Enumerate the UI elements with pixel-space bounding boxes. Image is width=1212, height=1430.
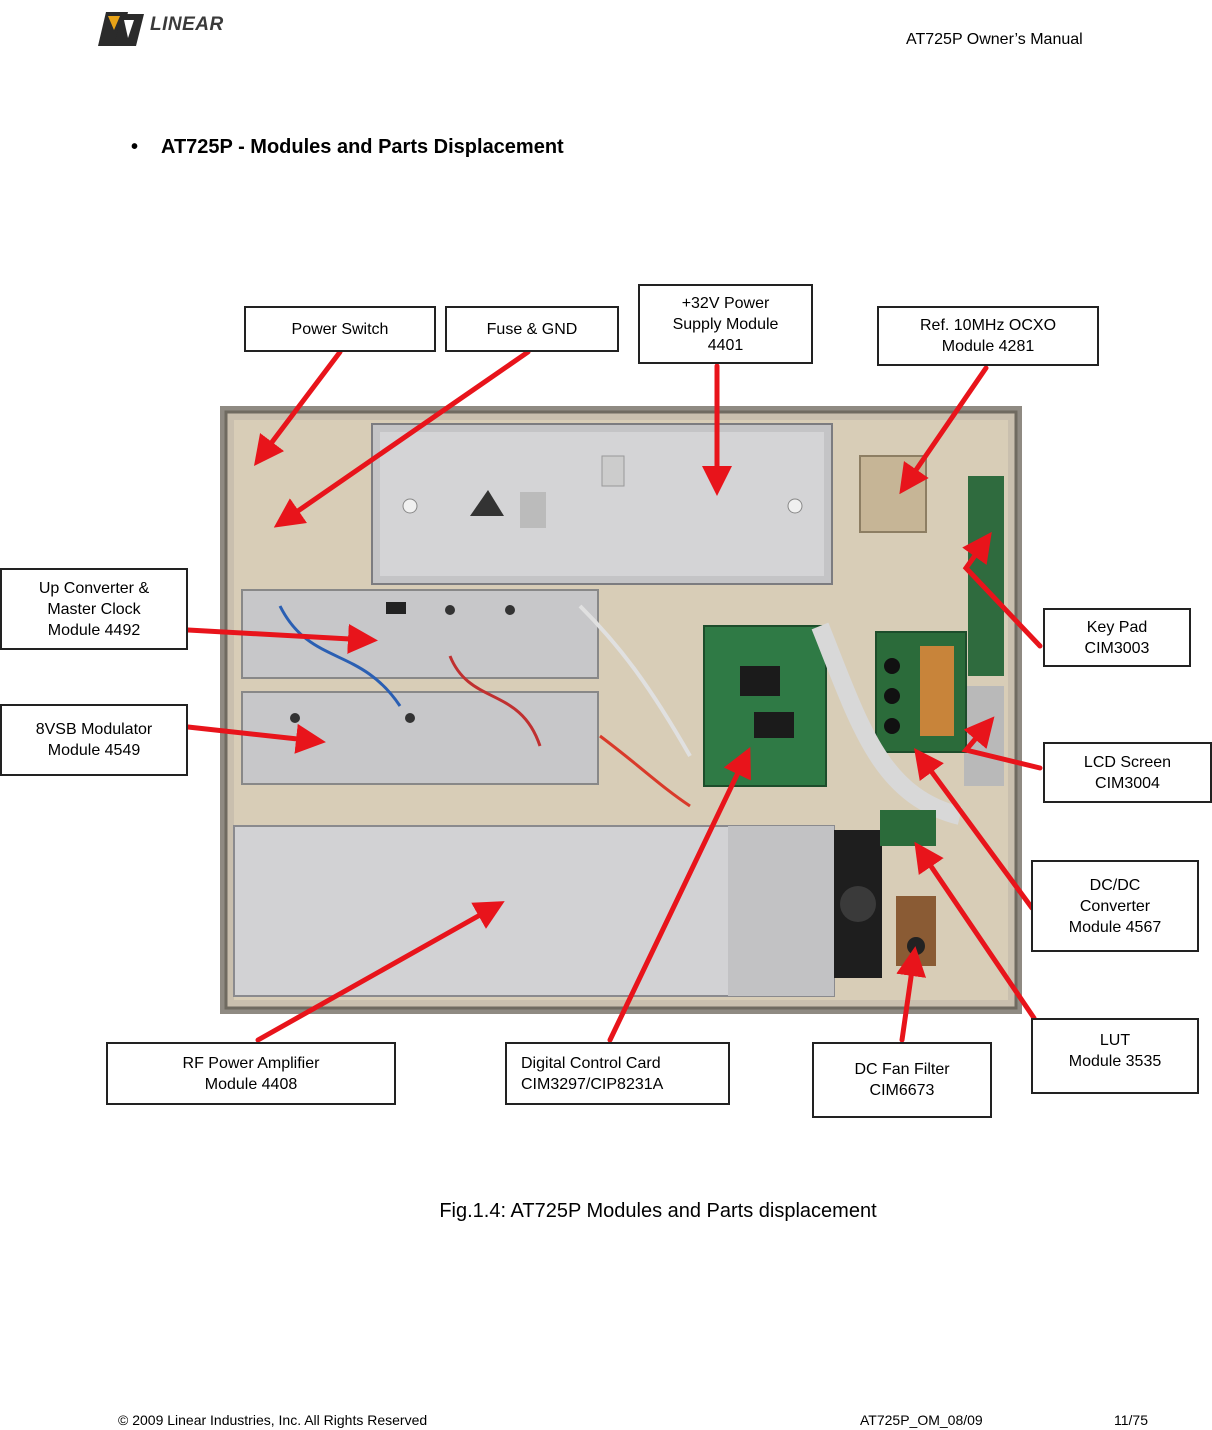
section-heading (131, 136, 564, 159)
equipment-photo (220, 406, 1022, 1014)
label-rf-amplifier: RF Power Amplifier Module 4408 (106, 1042, 396, 1105)
label-ocxo: Ref. 10MHz OCXO Module 4281 (877, 306, 1099, 366)
label-lcd-screen: LCD Screen CIM3004 (1043, 742, 1212, 803)
figure-caption: Fig.1.4: AT725P Modules and Parts displacement (439, 1200, 877, 1222)
label-modulator: 8VSB Modulator Module 4549 (0, 704, 188, 776)
footer-page-number: 11/75 (1114, 1412, 1148, 1428)
section-heading-text: AT725P - Modules and Parts Displacement (161, 136, 564, 158)
label-digital-control-card: Digital Control Card CIM3297/CIP8231A (505, 1042, 730, 1105)
label-power-switch: Power Switch (244, 306, 436, 352)
footer-copyright: © 2009 Linear Industries, Inc. All Rights Reserved (118, 1412, 428, 1428)
label-key-pad: Key Pad CIM3003 (1043, 608, 1191, 667)
label-lut: LUT Module 3535 (1031, 1018, 1199, 1094)
label-up-converter: Up Converter & Master Clock Module 4492 (0, 568, 188, 650)
manual-title: AT725P Owner’s Manual (906, 31, 1083, 48)
label-dc-fan-filter: DC Fan Filter CIM6673 (812, 1042, 992, 1118)
label-fuse-gnd: Fuse & GND (445, 306, 619, 352)
label-power-supply: +32V Power Supply Module 4401 (638, 284, 813, 364)
logo-wordmark: LINEAR (150, 14, 224, 35)
label-dcdc-converter: DC/DC Converter Module 4567 (1031, 860, 1199, 952)
footer-doc-code: AT725P_OM_08/09 (860, 1412, 983, 1428)
bullet: • (131, 136, 139, 158)
